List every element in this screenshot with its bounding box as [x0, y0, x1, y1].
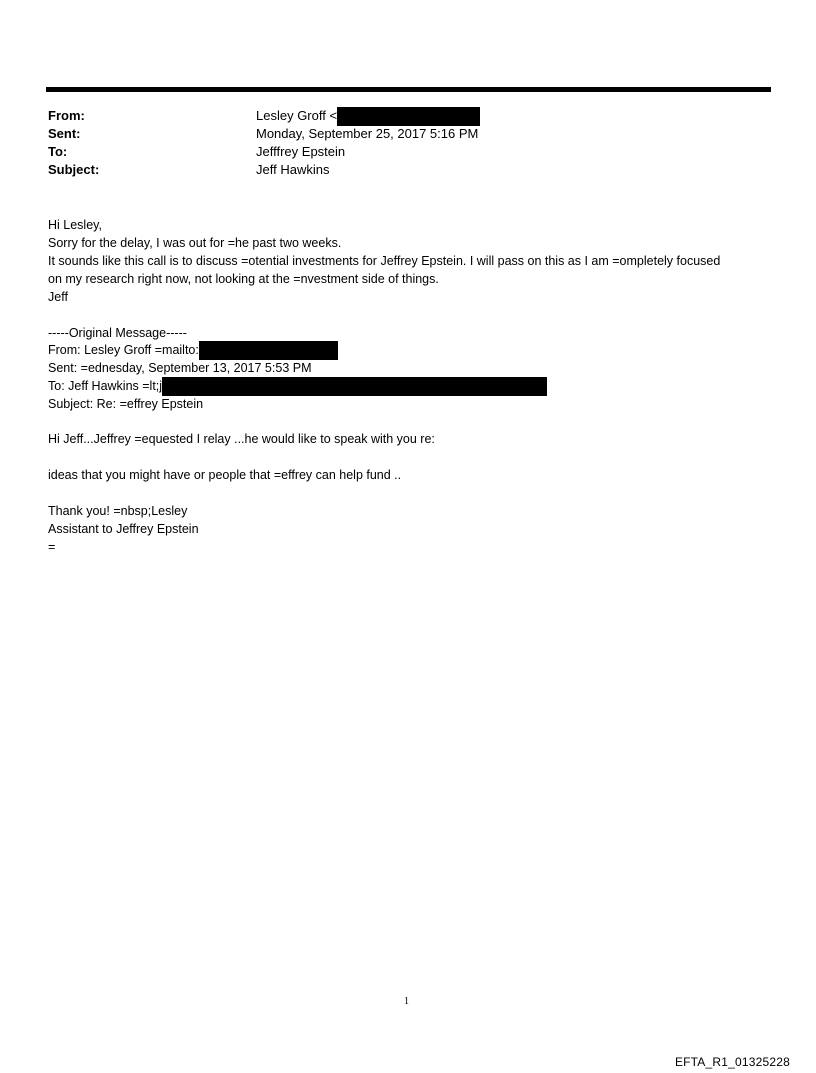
original-thanks: Thank you! =nbsp;Lesley	[48, 504, 188, 518]
subject-value: Jeff Hawkins	[256, 162, 330, 177]
greeting: Hi Lesley,	[48, 218, 102, 232]
body-line-2: It sounds like this call is to discuss =otential investments for Jeffrey Epstein. I will pass on this as I am =ompletely focused	[48, 254, 721, 268]
original-separator: -----Original Message-----	[48, 326, 187, 340]
from-name: Lesley Groff <	[256, 108, 338, 123]
to-value: Jefffrey Epstein	[256, 144, 346, 159]
original-end: =	[48, 540, 56, 554]
original-body-line-2: ideas that you might have or people that =effrey can help fund ..	[48, 468, 402, 482]
original-to	[48, 377, 547, 396]
original-body-line-1: Hi Jeff...Jeffrey =equested I relay ...he would like to speak with you re:	[48, 432, 435, 446]
sent-value: Monday, September 25, 2017 5:16 PM	[256, 126, 479, 141]
redaction-box	[337, 107, 480, 126]
original-to-text: To: Jeff Hawkins =lt;j	[48, 379, 163, 393]
original-from	[48, 341, 338, 360]
from-value	[256, 107, 480, 126]
original-sent: Sent: =ednesday, September 13, 2017 5:53 PM	[48, 361, 312, 375]
header-rule	[46, 87, 771, 92]
body-line-1: Sorry for the delay, I was out for =he past two weeks.	[48, 236, 342, 250]
signoff: Jeff	[48, 290, 68, 304]
original-signature-title: Assistant to Jeffrey Epstein	[48, 522, 199, 536]
to-label: To:	[48, 144, 68, 159]
original-from-text: From: Lesley Groff =mailto:	[48, 343, 199, 357]
from-label: From:	[48, 108, 85, 123]
document-id: EFTA_R1_01325228	[674, 1055, 790, 1069]
page-number: 1	[404, 996, 409, 1007]
sent-label: Sent:	[48, 126, 81, 141]
redaction-box	[162, 377, 547, 396]
subject-label: Subject:	[48, 162, 100, 177]
original-subject: Subject: Re: =effrey Epstein	[48, 397, 204, 411]
redaction-box	[199, 341, 338, 360]
body-line-3: on my research right now, not looking at the =nvestment side of things.	[48, 272, 439, 286]
